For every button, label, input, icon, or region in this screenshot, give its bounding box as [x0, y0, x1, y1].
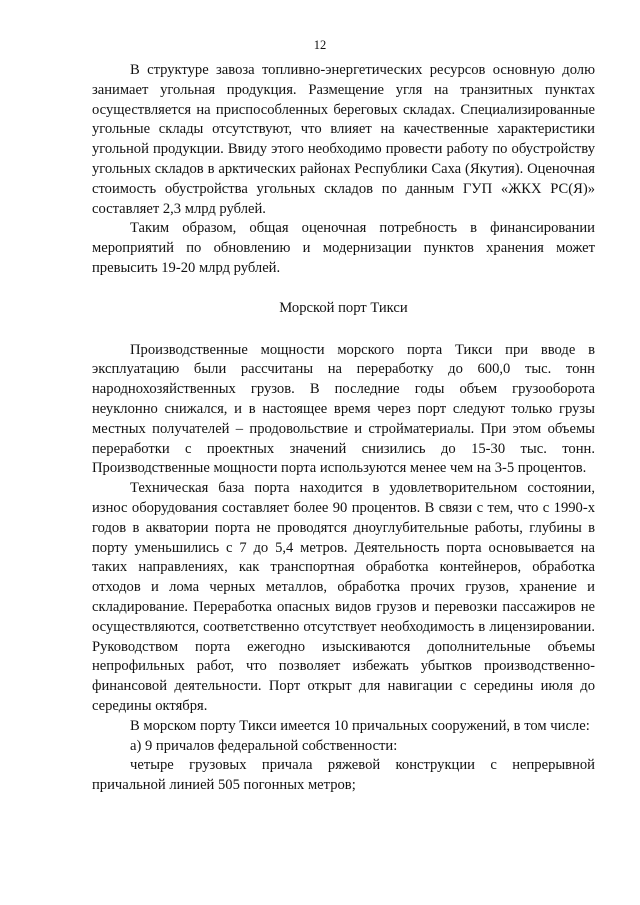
paragraph-port-capacity: Производственные мощности морского порта Тикси при вводе в эксплуатацию были рассчитаны на переработку до 600,0 тыс. тонн народнохозяйственных грузов. В последние годы объем грузооборота неуклонно снижался, и в настоящее время через порт следуют только грузы местных получателей – продовольствие и стройматериалы. При этом объемы переработки с проектных значений снизились до 15-30 тыс. тонн. Производственные мощности порта используются менее чем на 3-5 процентов.	[92, 341, 595, 477]
paragraph-coal-storage: В структуре завоза топливно-энергетических ресурсов основную долю занимает угольная продукция. Размещение угля на транзитных пунктах осуществляется на приспособленных береговых складах. Специализированные угольные склады отсутствуют, что влияет на качественные характеристики угольной продукции. Ввиду этого необходимо провести работу по обустройству угольных складов в арктических районах Республики Саха (Якутия). Оценочная стоимость обустройства угольных складов по данным ГУП «ЖКХ РС(Я)» составляет 2,3 млрд рублей.	[92, 62, 595, 217]
section-heading: Морской порт Тикси	[279, 299, 408, 316]
page-number: 12	[313, 38, 327, 52]
list-item-federal-berths: а) 9 причалов федеральной собственности:	[130, 737, 398, 754]
paragraph-berths-count: В морском порту Тикси имеется 10 причальных сооружений, в том числе:	[130, 717, 590, 734]
list-item-cargo-berths: четыре грузовых причала ряжевой конструкции с непрерывной причальной линией 505 погонных метров;	[92, 757, 595, 794]
paragraph-funding-need: Таким образом, общая оценочная потребность в финансировании мероприятий по обновлению и модернизации пунктов хранения может превысить 19-20 млрд рублей.	[92, 220, 595, 276]
paragraph-port-technical-base: Техническая база порта находится в удовлетворительном состоянии, износ оборудования составляет более 90 процентов. В связи с тем, что с 1990-х годов в акватории порта не проводятся дноуглубительные работы, глубины в порту уменьшились с 7 до 5,4 метров. Деятельность порта основывается на таких направлениях, как транспортная обработка контейнеров, обработка отходов и лома черных металлов, обработка прочих грузов, хранение и складирование. Переработка опасных видов грузов и перевозки пассажиров не осуществляются, соответственно отсутствует необходимость в лицензировании. Руководством порта ежегодно изыскиваются дополнительные объемы непрофильных работ, что позволяет избежать убытков производственно-финансовой деятельности. Порт открыт для навигации с середины июля до середины октября.	[92, 480, 595, 714]
document-body	[92, 61, 595, 796]
